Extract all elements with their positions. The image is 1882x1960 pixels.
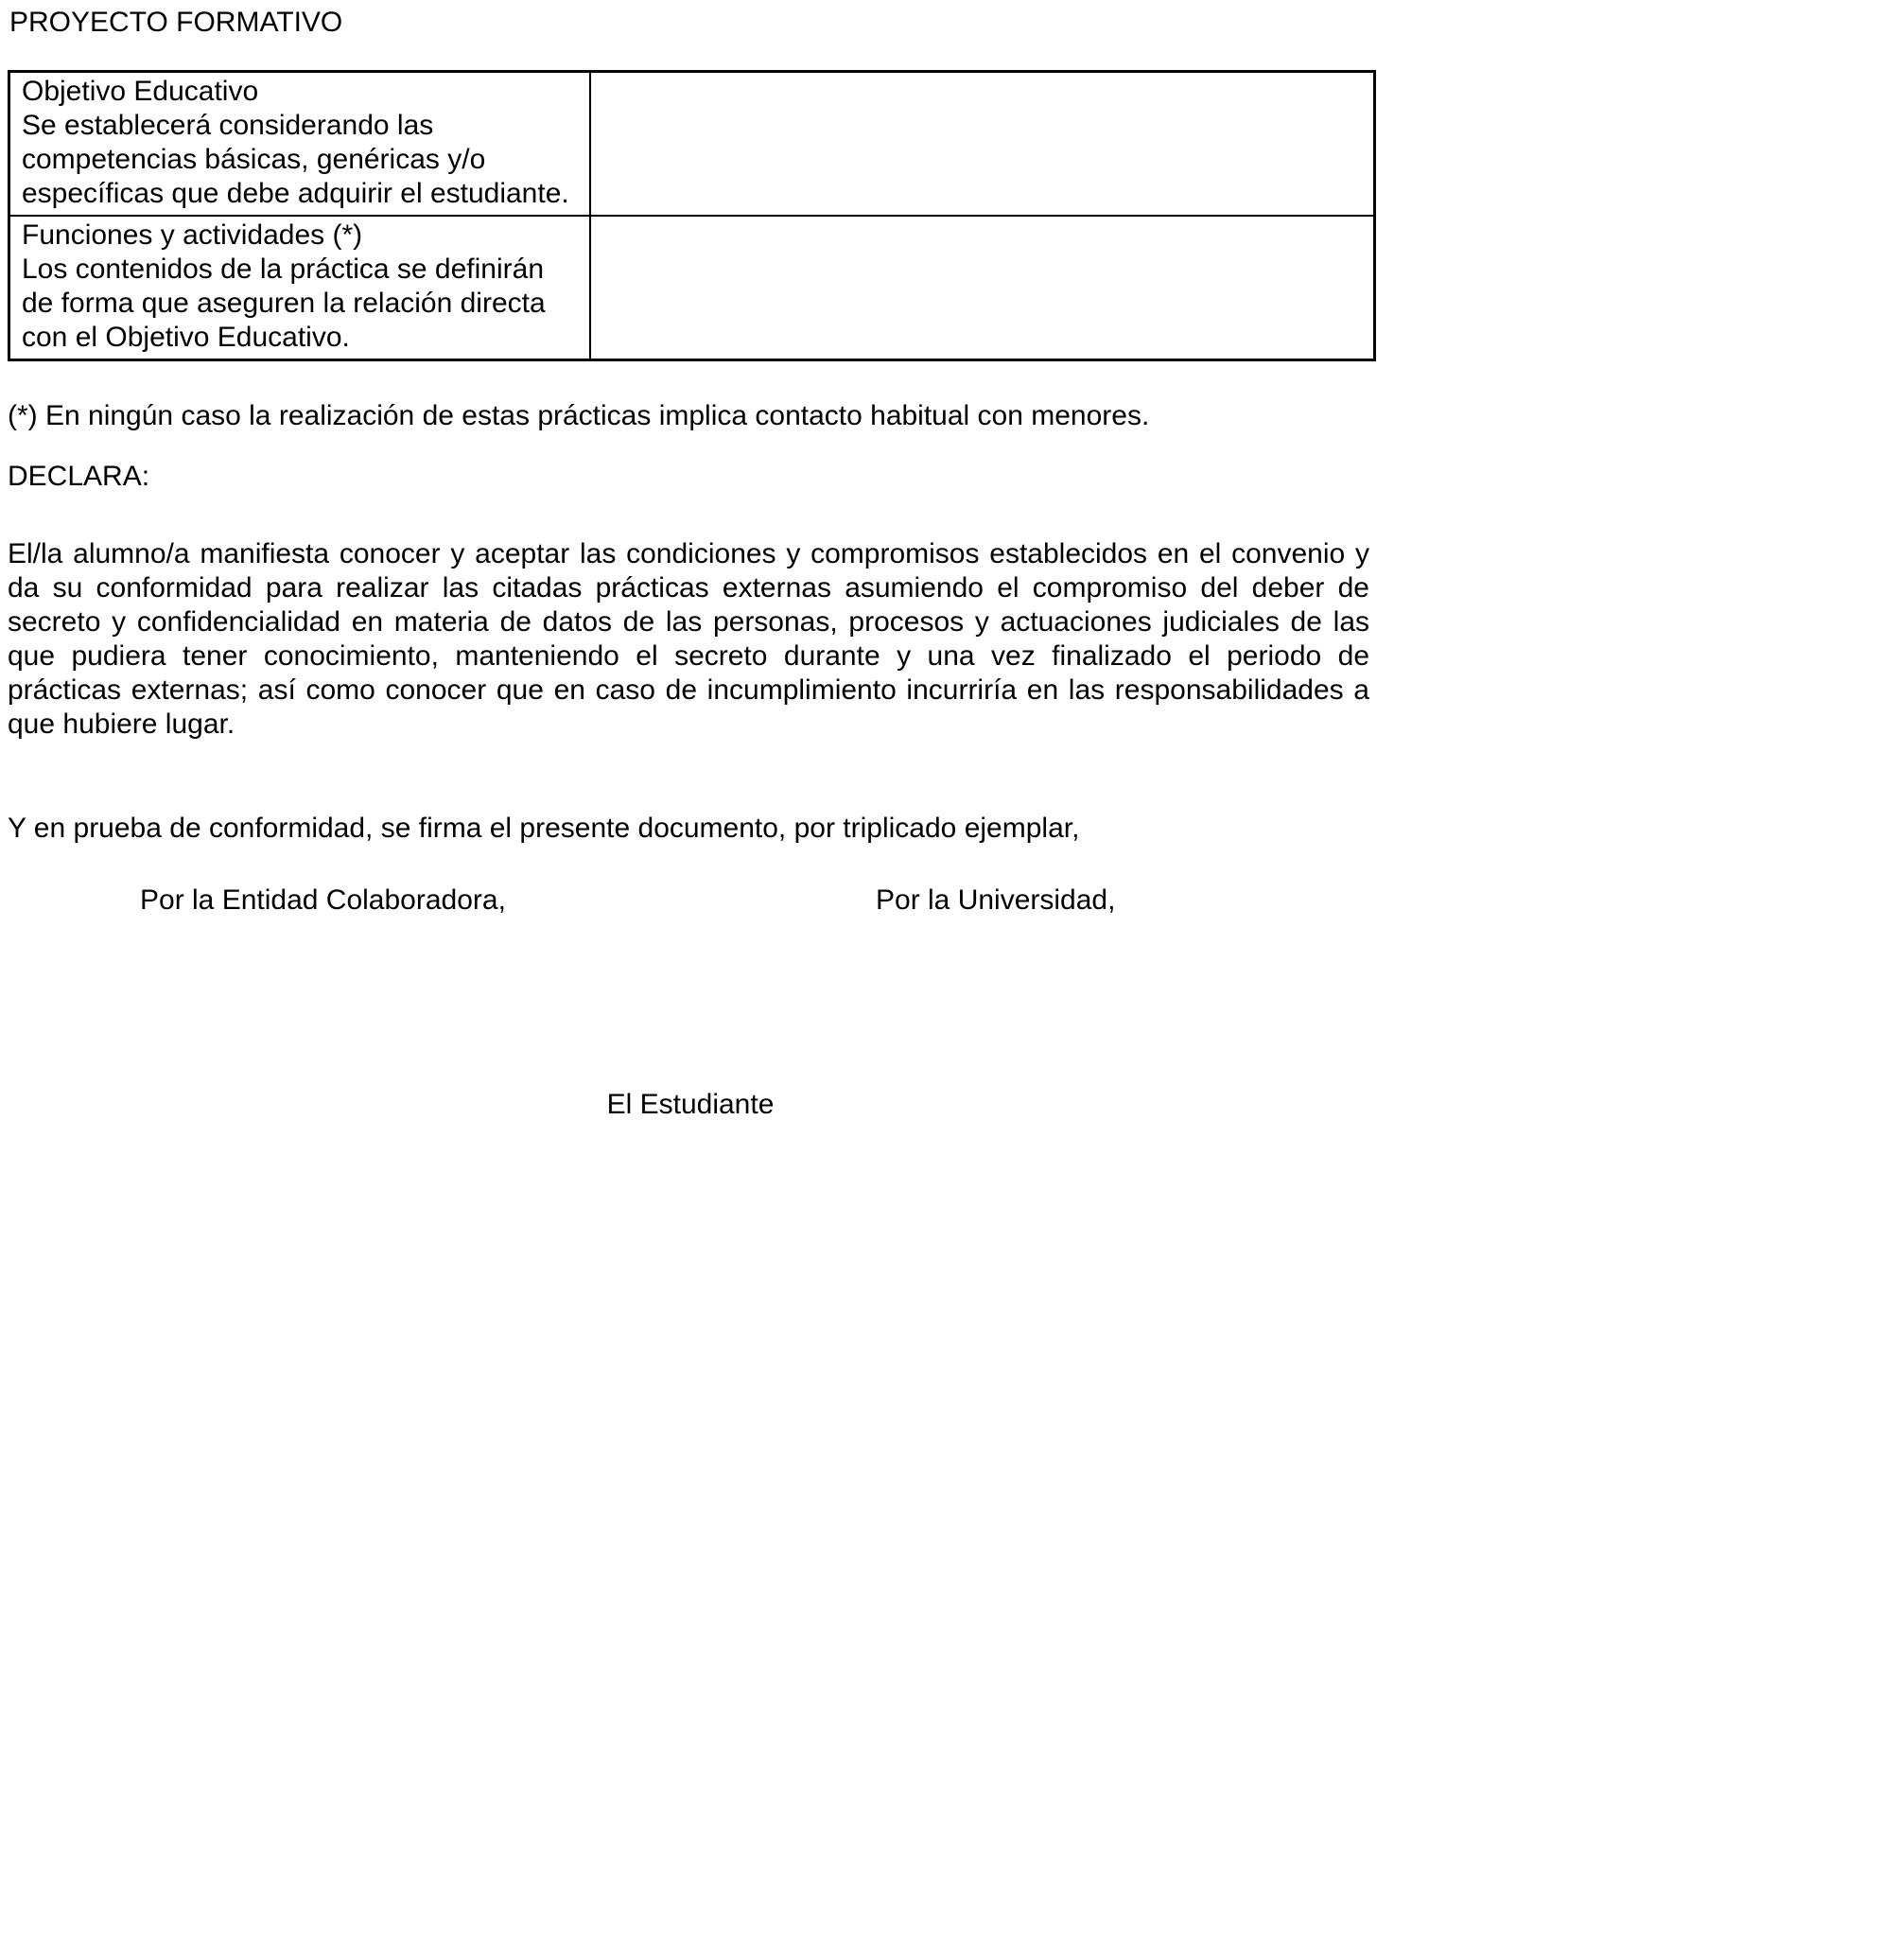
signature-university-label: Por la Universidad, xyxy=(876,884,1116,916)
funciones-cell-description: Los contenidos de la práctica se definirán de forma que aseguren la relación directa con el Objetivo Educativo. xyxy=(22,254,546,353)
footnote: (*) En ningún caso la realización de estas prácticas implica contacto habitual con menores. xyxy=(8,400,1150,431)
objetivo-value-cell xyxy=(590,72,1375,217)
signature-entity-label: Por la Entidad Colaboradora, xyxy=(140,884,506,916)
table-row-funciones xyxy=(9,216,1375,360)
funciones-label-cell xyxy=(9,216,590,360)
funciones-value-cell xyxy=(590,216,1375,360)
objetivo-label-cell xyxy=(9,72,590,217)
objetivo-cell-title: Objetivo Educativo xyxy=(22,76,259,107)
declara-heading: DECLARA: xyxy=(8,461,150,492)
funciones-cell-title: Funciones y actividades (*) xyxy=(22,219,363,251)
signature-row xyxy=(8,884,1373,918)
declaration-paragraph: El/la alumno/a manifiesta conocer y aceptar las condiciones y compromisos establecidos en el convenio y da su conformidad para realizar las citadas prácticas externas asumiendo el compromiso del deber de secreto y confidencialidad en materia de datos de las personas, procesos y actuaciones judiciales de las que pudiera tener conocimiento, manteniendo el secreto durante y una vez finalizado el periodo de prácticas externas; así como conocer que en caso de incumplimiento incurriría en las responsabilidades a que hubiere lugar. xyxy=(8,538,1369,740)
page-title: PROYECTO FORMATIVO xyxy=(9,7,343,38)
table-row-objetivo xyxy=(9,72,1375,217)
proyecto-formativo-table xyxy=(8,70,1376,361)
closing-statement: Y en prueba de conformidad, se firma el presente documento, por triplicado ejemplar, xyxy=(8,813,1080,844)
objetivo-cell-description: Se establecerá considerando las competencias básicas, genéricas y/o específicas que debe adquirir el estudiante. xyxy=(22,110,569,209)
signature-student-label: El Estudiante xyxy=(606,1089,775,1120)
document-content xyxy=(8,6,1373,1122)
